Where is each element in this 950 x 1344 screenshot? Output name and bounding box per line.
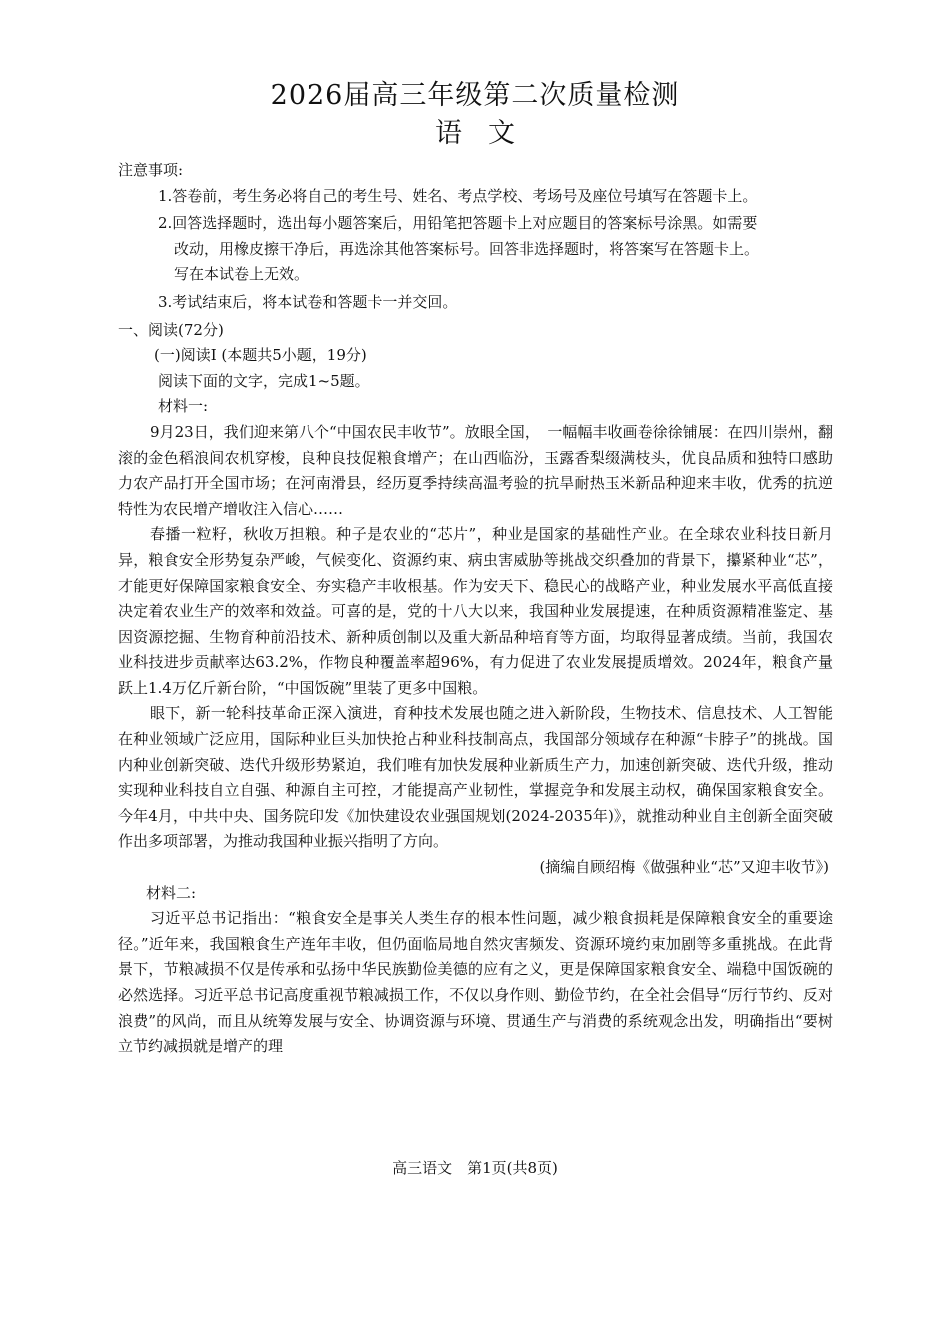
material1-paragraph: 眼下，新一轮科技革命正深入演进，育种技术发展也随之进入新阶段，生物技术、信息技术、人工智能在种业领域广泛应用，国际种业巨头加快抢占种业科技制高点，我国部分领域存在种源“卡脖子”的挑战。国内种业创新突破、迭代升级形势紧迫，我们唯有加快发展种业新质生产力，加速创新突破、迭代升级，推动实现种业科技自立自强、种源自主可控，才能提高产业韧性，掌握竞争和发展主动权，确保国家粮食安全。今年4月，中共中央、国务院印发《加快建设农业强国规划(2024-2035年)》，就推动种业自主创新全面突破作出多项部署，为推动我国种业振兴指明了方向。 bbox=[118, 704, 833, 851]
sub-heading: (一)阅读Ⅰ (本题共5小题，19分) bbox=[154, 346, 367, 365]
exam-title: 2026届高三年级第二次质量检测 bbox=[270, 80, 680, 111]
notice-item-2-cont: 改动，用橡皮擦干净后，再选涂其他答案标号。回答非选择题时，将答案写在答题卡上。 bbox=[174, 239, 760, 258]
notice-item-1: 1.答卷前，考生务必将自己的考生号、姓名、考点学校、考场号及座位号填写在答题卡上。 bbox=[158, 186, 758, 205]
page-footer: 高三语文 第1页(共8页) bbox=[392, 1159, 558, 1177]
material2-label: 材料二: bbox=[146, 883, 197, 902]
material1-source: (摘编自顾绍梅《做强种业“芯”又迎丰收节》) bbox=[539, 858, 829, 877]
notice-title: 注意事项: bbox=[118, 161, 184, 179]
notice-item-2: 2.回答选择题时，选出每小题答案后，用铅笔把答题卡上对应题目的答案标号涂黑。如需要 bbox=[158, 214, 758, 233]
instruction: 阅读下面的文字，完成1~5题。 bbox=[158, 371, 370, 390]
notice-item-3: 3.考试结束后，将本试卷和答题卡一并交回。 bbox=[158, 292, 458, 311]
material1-paragraph: 春播一粒籽，秋收万担粮。种子是农业的“芯片”，种业是国家的基础性产业。在全球农业科技日新月异，粮食安全形势复杂严峻，气候变化、资源约束、病虫害威胁等挑战交织叠加的背景下，攥紧种业“芯”，才能更好保障国家粮食安全、夯实稳产丰收根基。作为安天下、稳民心的战略产业，种业发展水平高低直接决定着农业生产的效率和效益。可喜的是，党的十八大以来，我国种业发展提速，在种质资源精准鉴定、基因资源挖掘、生物育种前沿技术、新种质创制以及重大新品种培育等方面，均取得显著成绩。当前，我国农业科技进步贡献率达63.2%，作物良种覆盖率超96%，有力促进了农业发展提质增效。2024年，粮食产量跃上1.4万亿斤新台阶，“中国饭碗”里装了更多中国粮。 bbox=[118, 525, 833, 697]
material2-paragraph: 习近平总书记指出：“粮食安全是事关人类生存的根本性问题，减少粮食损耗是保障粮食安全的重要途径。”近年来，我国粮食生产连年丰收，但仍面临局地自然灾害频发、资源环境约束加剧等多重挑战。在此背景下，节粮减损不仅是传承和弘扬中华民族勤俭美德的应有之义，更是保障国家粮食安全、端稳中国饭碗的必然选择。习近平总书记高度重视节粮减损工作，不仅以身作则、勤俭节约，在全社会倡导“厉行节约、反对浪费”的风尚，而且从统筹发展与安全、协调资源与环境、贯通生产与消费的系统观念出发，明确指出“要树立节约减损就是增产的理 bbox=[118, 909, 833, 1056]
material1-paragraph: 9月23日，我们迎来第八个“中国农民丰收节”。放眼全国， 一幅幅丰收画卷徐徐铺展：在四川崇州，翻滚的金色稻浪间农机穿梭，良种良技促粮食增产；在山西临汾，玉露香梨缀满枝头，优良品质和独特口感助力农产品打开全国市场；在河南滑县，经历夏季持续高温考验的抗旱耐热玉米新品种迎来丰收，优秀的抗逆特性为农民增产增收注入信心…… bbox=[118, 422, 833, 518]
material1-label: 材料一: bbox=[158, 397, 209, 416]
subject-title: 语文 bbox=[435, 118, 541, 149]
notice-item-2-cont2: 写在本试卷上无效。 bbox=[174, 265, 310, 284]
section-heading: 一、阅读(72分) bbox=[118, 320, 224, 339]
page-content bbox=[118, 158, 833, 1060]
